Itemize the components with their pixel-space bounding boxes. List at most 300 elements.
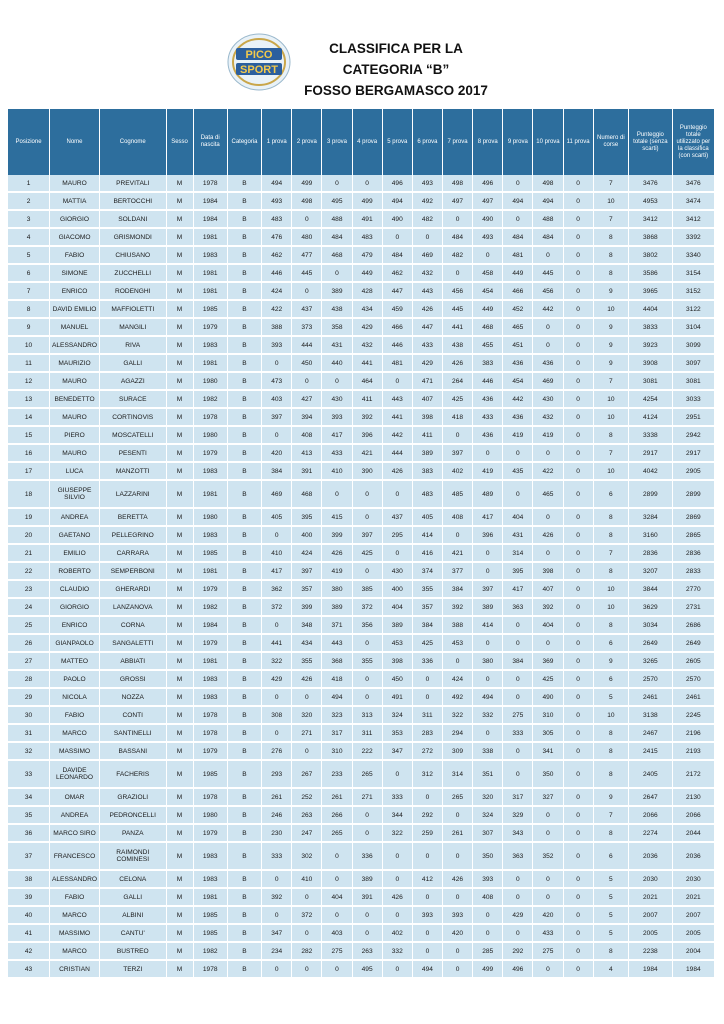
table-cell: 494 (412, 960, 442, 978)
table-cell: 434 (292, 634, 322, 652)
table-cell: FABIO (50, 888, 100, 906)
table-cell: 0 (382, 870, 412, 888)
table-cell: 0 (533, 806, 563, 824)
table-cell: 442 (533, 300, 563, 318)
table-cell: 8 (593, 942, 628, 960)
table-cell: 0 (292, 282, 322, 300)
table-cell: 8 (593, 426, 628, 444)
table-cell: 372 (292, 906, 322, 924)
table-cell: 1 (8, 175, 50, 192)
table-cell: M (166, 870, 193, 888)
table-cell: 10 (593, 462, 628, 480)
table-cell: RAIMONDI COMINESI (99, 842, 166, 870)
table-cell: B (227, 760, 261, 788)
table-cell: 477 (292, 246, 322, 264)
table-cell: MATTIA (50, 192, 100, 210)
table-cell: 0 (262, 960, 292, 978)
table-cell: 394 (292, 408, 322, 426)
table-cell: 0 (563, 652, 593, 670)
table-cell: 5 (593, 870, 628, 888)
table-cell: 0 (473, 634, 503, 652)
table-cell: 1983 (193, 526, 227, 544)
table-cell: 2917 (672, 444, 714, 462)
table-cell: 356 (352, 616, 382, 634)
table-cell: B (227, 480, 261, 508)
table-cell: 0 (563, 842, 593, 870)
table-cell: CORNA (99, 616, 166, 634)
table-cell: 0 (563, 562, 593, 580)
table-cell: B (227, 942, 261, 960)
table-cell: M (166, 426, 193, 444)
table-cell: 369 (533, 652, 563, 670)
ranking-table (8, 109, 714, 979)
table-cell: 263 (292, 806, 322, 824)
table-cell: 8 (593, 724, 628, 742)
table-cell: 484 (503, 228, 533, 246)
column-header: 11 prova (563, 109, 593, 175)
table-cell: 384 (442, 580, 472, 598)
table-cell: 0 (503, 634, 533, 652)
table-cell: 0 (533, 824, 563, 842)
table-cell: 353 (382, 724, 412, 742)
table-cell: 39 (8, 888, 50, 906)
table-cell: 351 (473, 760, 503, 788)
table-cell: 410 (322, 462, 352, 480)
table-cell: 3474 (672, 192, 714, 210)
table-cell: 20 (8, 526, 50, 544)
table-cell: 398 (412, 408, 442, 426)
table-cell: 7 (593, 544, 628, 562)
table-cell: 275 (503, 706, 533, 724)
table-cell: 352 (533, 842, 563, 870)
table-cell: 343 (503, 824, 533, 842)
table-cell: 0 (412, 924, 442, 942)
table-cell: 309 (442, 742, 472, 760)
table-cell: 0 (563, 354, 593, 372)
table-cell: 468 (322, 246, 352, 264)
table-cell: 275 (533, 942, 563, 960)
table-cell: 418 (442, 408, 472, 426)
table-cell: 481 (382, 354, 412, 372)
table-cell: 21 (8, 544, 50, 562)
table-cell: B (227, 670, 261, 688)
table-cell: 490 (473, 210, 503, 228)
table-cell: 3034 (629, 616, 673, 634)
table-cell: 0 (563, 544, 593, 562)
table-cell: 261 (442, 824, 472, 842)
table-cell: 426 (292, 670, 322, 688)
table-cell: 0 (563, 264, 593, 282)
column-header: Categoria (227, 109, 261, 175)
table-cell: 3265 (629, 652, 673, 670)
table-row (8, 228, 714, 246)
table-cell: 410 (292, 870, 322, 888)
table-cell: B (227, 354, 261, 372)
table-cell: 336 (412, 652, 442, 670)
table-cell: 2461 (629, 688, 673, 706)
table-cell: 0 (473, 544, 503, 562)
table-cell: 389 (382, 616, 412, 634)
table-cell: 466 (503, 282, 533, 300)
table-cell: 1983 (193, 336, 227, 354)
table-cell: 6 (593, 842, 628, 870)
table-cell: M (166, 562, 193, 580)
table-cell: 384 (262, 462, 292, 480)
table-cell: 488 (533, 210, 563, 228)
table-cell: GALLI (99, 888, 166, 906)
table-cell: M (166, 336, 193, 354)
table-cell: 489 (473, 480, 503, 508)
table-cell: 18 (8, 480, 50, 508)
table-cell: CHIUSANO (99, 246, 166, 264)
table-cell: SEMPERBONI (99, 562, 166, 580)
table-cell: 1980 (193, 806, 227, 824)
table-cell: MARCO (50, 942, 100, 960)
table-cell: 2245 (672, 706, 714, 724)
table-cell: 317 (322, 724, 352, 742)
table-cell: 0 (262, 724, 292, 742)
table-cell: MARCO SIRO (50, 824, 100, 842)
table-row (8, 175, 714, 192)
table-cell: 404 (382, 598, 412, 616)
table-cell: 419 (322, 562, 352, 580)
table-cell: 0 (352, 175, 382, 192)
table-cell: 438 (322, 300, 352, 318)
table-cell: LAZZARINI (99, 480, 166, 508)
table-cell: PEDRONCELLI (99, 806, 166, 824)
table-cell: LUCA (50, 462, 100, 480)
table-cell: 0 (262, 426, 292, 444)
table-cell: 3152 (672, 282, 714, 300)
table-cell: 392 (262, 888, 292, 906)
title-line-2: CATEGORIA “B” (342, 62, 450, 77)
table-cell: 302 (292, 842, 322, 870)
table-cell: 0 (442, 806, 472, 824)
table-cell: 327 (533, 788, 563, 806)
table-cell: 313 (352, 706, 382, 724)
table-row (8, 390, 714, 408)
table-cell: 3338 (629, 426, 673, 444)
table-cell: 2066 (672, 806, 714, 824)
table-cell: 8 (593, 824, 628, 842)
table-cell: OMAR (50, 788, 100, 806)
table-cell: 322 (382, 824, 412, 842)
table-cell: 247 (292, 824, 322, 842)
table-cell: 0 (533, 888, 563, 906)
table-cell: 0 (563, 336, 593, 354)
table-cell: 404 (503, 508, 533, 526)
table-cell: 43 (8, 960, 50, 978)
table-cell: 252 (292, 788, 322, 806)
table-cell: 1985 (193, 760, 227, 788)
table-cell: 2605 (672, 652, 714, 670)
table-cell: 38 (8, 870, 50, 888)
table-cell: 479 (352, 246, 382, 264)
table-cell: 446 (262, 264, 292, 282)
table-cell: ALESSANDRO (50, 870, 100, 888)
table-cell: 432 (352, 336, 382, 354)
table-cell: 494 (473, 688, 503, 706)
table-cell: M (166, 670, 193, 688)
table-cell: 0 (442, 960, 472, 978)
table-cell: 1981 (193, 888, 227, 906)
table-cell: 0 (322, 372, 352, 390)
table-cell: 8 (593, 742, 628, 760)
table-cell: 1985 (193, 906, 227, 924)
table-cell: 3923 (629, 336, 673, 354)
table-cell: 0 (563, 408, 593, 426)
table-cell: 0 (563, 942, 593, 960)
table-cell: 2917 (629, 444, 673, 462)
table-cell: 372 (262, 598, 292, 616)
table-cell: 0 (503, 870, 533, 888)
table-cell: 395 (292, 508, 322, 526)
table-cell: 483 (412, 480, 442, 508)
table-cell: ANDREA (50, 806, 100, 824)
table-cell: M (166, 318, 193, 336)
table-cell: 3629 (629, 598, 673, 616)
table-cell: B (227, 906, 261, 924)
table-cell: PANZA (99, 824, 166, 842)
table-cell: 264 (442, 372, 472, 390)
table-cell: B (227, 544, 261, 562)
table-cell: 3392 (672, 228, 714, 246)
table-cell: M (166, 616, 193, 634)
table-cell: MAFFIOLETTI (99, 300, 166, 318)
table-row (8, 282, 714, 300)
table-cell: MOSCATELLI (99, 426, 166, 444)
table-cell: 2004 (672, 942, 714, 960)
table-cell: 3586 (629, 264, 673, 282)
table-cell: 265 (442, 788, 472, 806)
table-cell: 1983 (193, 688, 227, 706)
table-cell: 398 (382, 652, 412, 670)
table-cell: 399 (322, 526, 352, 544)
table-cell: B (227, 688, 261, 706)
table-cell: 490 (382, 210, 412, 228)
table-cell: 0 (563, 634, 593, 652)
table-cell: 2942 (672, 426, 714, 444)
table-cell: 305 (533, 724, 563, 742)
table-cell: 484 (533, 228, 563, 246)
table-cell: 5 (593, 906, 628, 924)
table-cell: 0 (473, 924, 503, 942)
table-cell: B (227, 870, 261, 888)
table-cell: 0 (563, 870, 593, 888)
table-cell: 350 (533, 760, 563, 788)
table-cell: B (227, 192, 261, 210)
table-cell: 3412 (672, 210, 714, 228)
table-cell: M (166, 408, 193, 426)
table-cell: 8 (593, 508, 628, 526)
table-cell: B (227, 824, 261, 842)
table-cell: 405 (262, 508, 292, 526)
table-cell: 222 (352, 742, 382, 760)
table-cell: 4 (8, 228, 50, 246)
table-cell: 22 (8, 562, 50, 580)
table-cell: M (166, 300, 193, 318)
table-cell: 2836 (629, 544, 673, 562)
table-cell: 393 (412, 906, 442, 924)
table-cell: 230 (262, 824, 292, 842)
table-cell: 0 (563, 372, 593, 390)
table-cell: 7 (593, 210, 628, 228)
table-cell: 425 (352, 544, 382, 562)
table-cell: 1981 (193, 282, 227, 300)
table-cell: 0 (533, 960, 563, 978)
table-cell: 0 (352, 824, 382, 842)
table-cell: 2647 (629, 788, 673, 806)
table-cell: 2030 (629, 870, 673, 888)
table-cell: 495 (322, 192, 352, 210)
table-cell: 405 (412, 508, 442, 526)
table-cell: 17 (8, 462, 50, 480)
table-cell: 425 (412, 634, 442, 652)
table-cell: 357 (412, 598, 442, 616)
table-cell: MATTEO (50, 652, 100, 670)
table-cell: 392 (533, 598, 563, 616)
table-cell: 0 (503, 444, 533, 462)
table-cell: 10 (593, 580, 628, 598)
table-cell: 407 (412, 390, 442, 408)
table-cell: 424 (442, 670, 472, 688)
table-cell: M (166, 175, 193, 192)
table-cell: 437 (292, 300, 322, 318)
table-cell: 3 (8, 210, 50, 228)
table-cell: 416 (412, 544, 442, 562)
table-cell: 442 (503, 390, 533, 408)
table-cell: 320 (473, 788, 503, 806)
table-cell: 0 (563, 426, 593, 444)
table-cell: 432 (412, 264, 442, 282)
table-cell: 462 (262, 246, 292, 264)
table-row (8, 870, 714, 888)
table-row (8, 742, 714, 760)
document-title (296, 38, 496, 101)
table-cell: M (166, 444, 193, 462)
table-cell: B (227, 462, 261, 480)
table-cell: 2030 (672, 870, 714, 888)
table-cell: 0 (292, 372, 322, 390)
table-cell: 7 (593, 444, 628, 462)
table-cell: 483 (262, 210, 292, 228)
table-cell: 0 (503, 760, 533, 788)
table-cell: 426 (533, 526, 563, 544)
table-cell: PREVITALI (99, 175, 166, 192)
table-cell: 446 (473, 372, 503, 390)
table-cell: 391 (352, 888, 382, 906)
table-cell: 2461 (672, 688, 714, 706)
table-cell: 0 (473, 444, 503, 462)
table-cell: 384 (412, 616, 442, 634)
table-cell: 380 (473, 652, 503, 670)
table-row (8, 336, 714, 354)
table-cell: 0 (382, 480, 412, 508)
table-cell: 402 (442, 462, 472, 480)
table-cell: 0 (563, 688, 593, 706)
table-cell: 310 (533, 706, 563, 724)
table-row (8, 724, 714, 742)
table-cell: 428 (352, 282, 382, 300)
table-cell: 388 (442, 616, 472, 634)
table-cell: 272 (412, 742, 442, 760)
table-cell: 3097 (672, 354, 714, 372)
table-row (8, 706, 714, 724)
table-cell: 498 (292, 192, 322, 210)
table-cell: B (227, 960, 261, 978)
table-cell: 449 (503, 264, 533, 282)
table-cell: 4124 (629, 408, 673, 426)
table-cell: 12 (8, 372, 50, 390)
table-cell: 496 (503, 960, 533, 978)
table-cell: 3160 (629, 526, 673, 544)
table-cell: 1978 (193, 788, 227, 806)
column-header: 8 prova (473, 109, 503, 175)
table-cell: 1983 (193, 670, 227, 688)
table-cell: 1979 (193, 444, 227, 462)
table-cell: 0 (262, 616, 292, 634)
table-cell: 0 (503, 888, 533, 906)
table-cell: 5 (593, 688, 628, 706)
table-cell: 398 (533, 562, 563, 580)
table-cell: 0 (563, 598, 593, 616)
table-row (8, 408, 714, 426)
table-cell: M (166, 788, 193, 806)
table-cell: 0 (322, 960, 352, 978)
table-cell: 377 (442, 562, 472, 580)
table-cell: 453 (442, 634, 472, 652)
table-cell: MARCO (50, 906, 100, 924)
table-cell: 362 (262, 580, 292, 598)
table-cell: 0 (563, 788, 593, 806)
table-cell: 418 (322, 670, 352, 688)
table-cell: 0 (533, 336, 563, 354)
table-cell: 29 (8, 688, 50, 706)
table-cell: 436 (503, 354, 533, 372)
table-cell: B (227, 616, 261, 634)
table-cell: 374 (412, 562, 442, 580)
table-cell: 314 (442, 760, 472, 788)
table-cell: 0 (442, 426, 472, 444)
table-cell: 8 (593, 246, 628, 264)
table-cell: 402 (382, 924, 412, 942)
table-cell: 436 (473, 390, 503, 408)
column-header: 3 prova (322, 109, 352, 175)
table-cell: LANZANOVA (99, 598, 166, 616)
table-cell: M (166, 246, 193, 264)
table-cell: 1983 (193, 870, 227, 888)
table-cell: 311 (352, 724, 382, 742)
table-cell: MAURIZIO (50, 354, 100, 372)
table-cell: 407 (533, 580, 563, 598)
table-cell: 8 (8, 300, 50, 318)
table-cell: 0 (442, 842, 472, 870)
table-cell: 10 (593, 598, 628, 616)
table-cell: 312 (412, 760, 442, 788)
table-cell: 426 (322, 544, 352, 562)
table-cell: M (166, 706, 193, 724)
column-header: 5 prova (382, 109, 412, 175)
table-cell: 0 (473, 670, 503, 688)
table-cell: 0 (352, 480, 382, 508)
table-cell: 285 (473, 942, 503, 960)
table-cell: B (227, 924, 261, 942)
table-cell: 16 (8, 444, 50, 462)
table-cell: 322 (442, 706, 472, 724)
table-row (8, 444, 714, 462)
table-cell: 10 (593, 300, 628, 318)
table-cell: 3284 (629, 508, 673, 526)
